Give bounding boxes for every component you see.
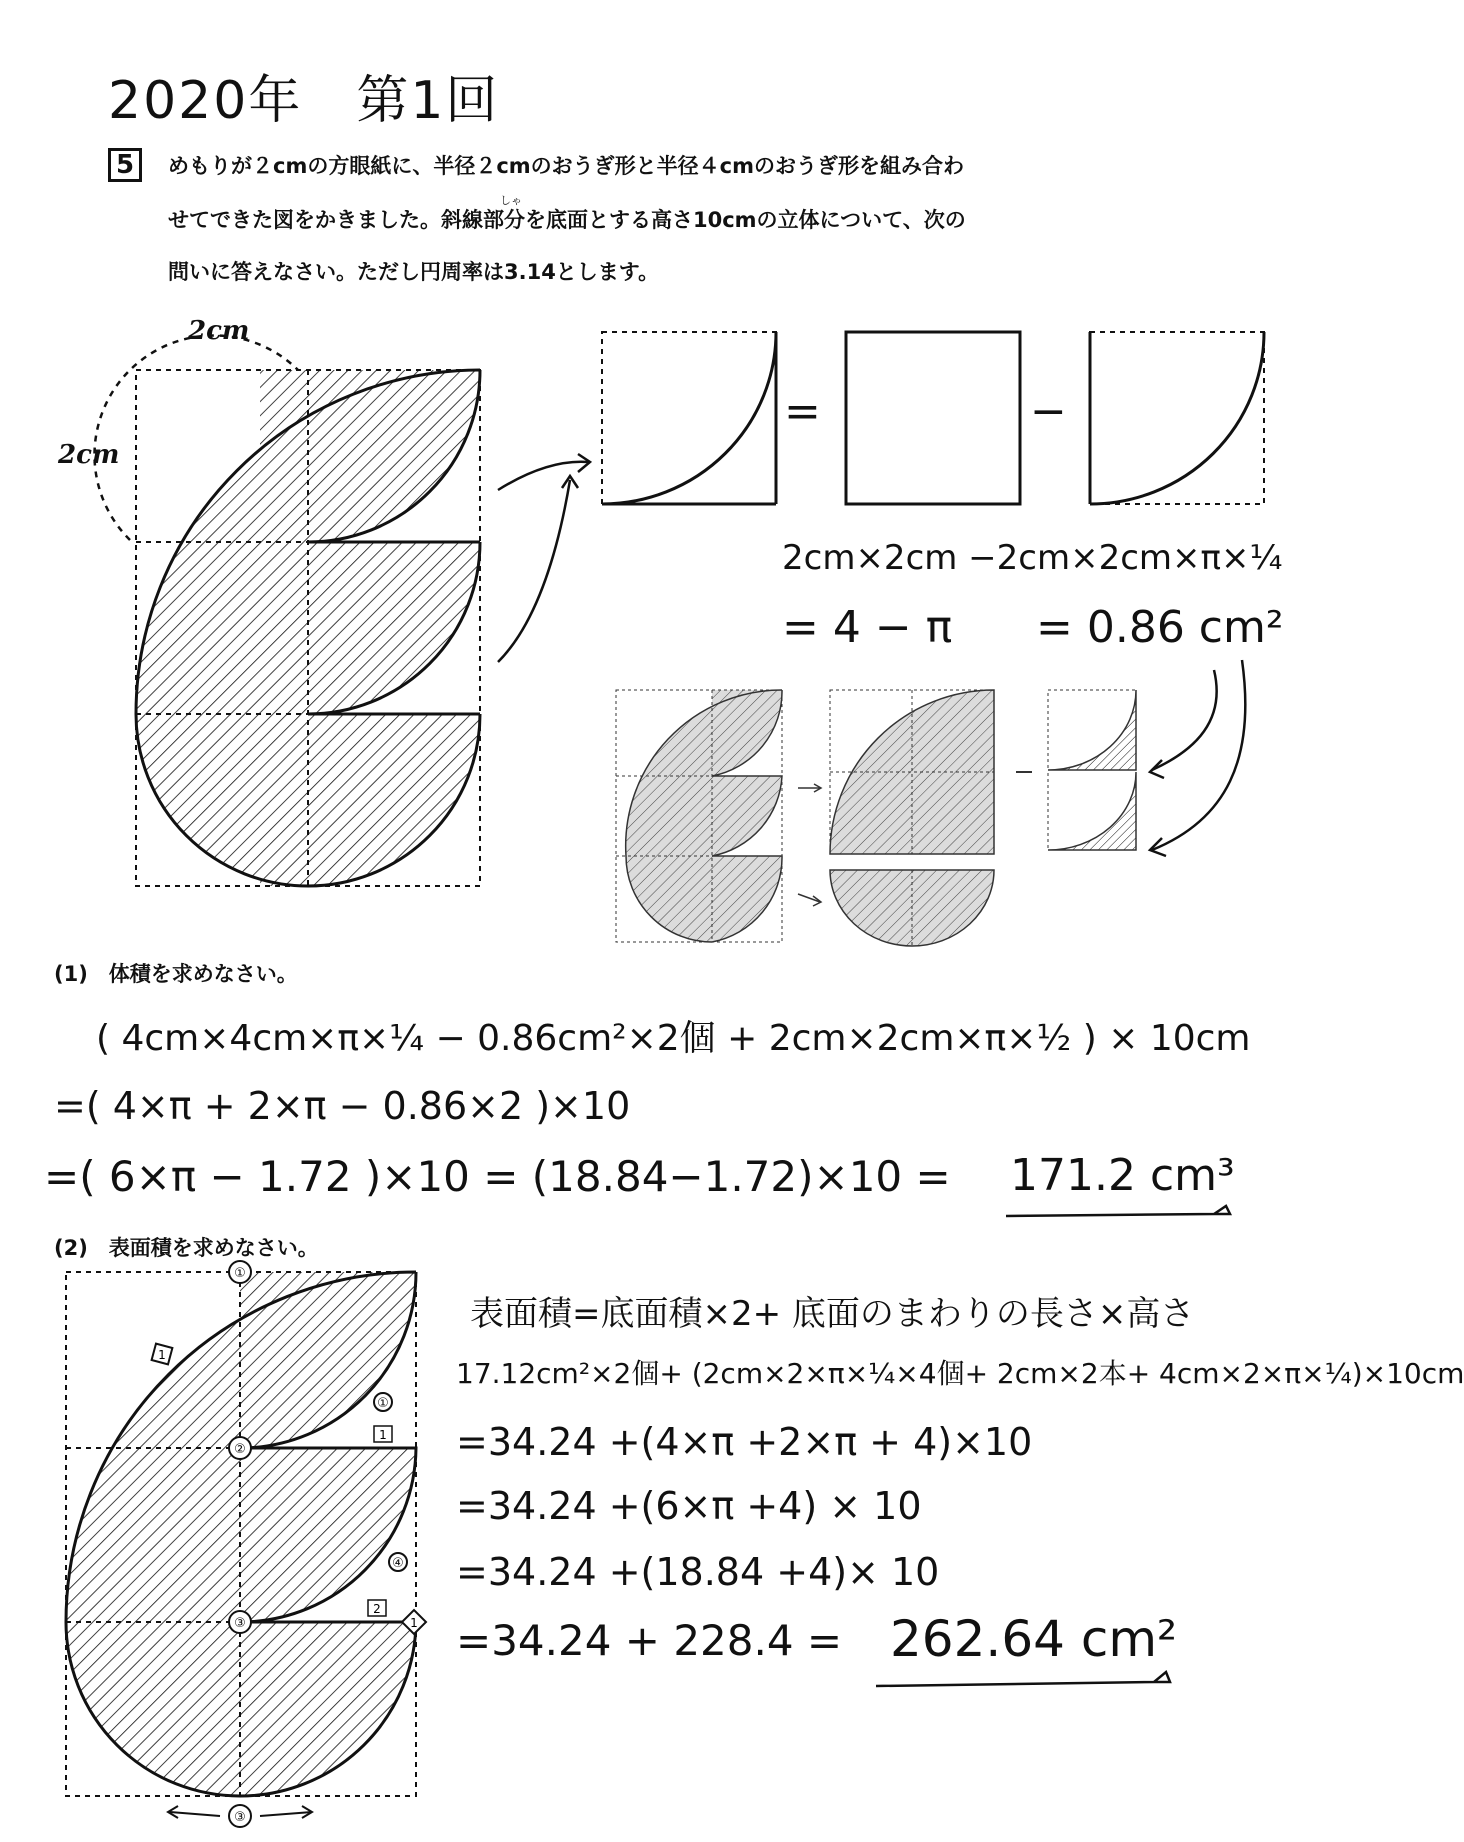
calc-line-2: = 4 − π [782, 602, 953, 653]
figure-main [40, 310, 510, 910]
calc-line-1: 2cm×2cm −2cm×2cm×π×¼ [782, 538, 1283, 578]
label-top-2cm: 2cm [188, 316, 250, 346]
part2-answer-underline [874, 1664, 1174, 1698]
page-title: 2020年 第1回 [108, 71, 500, 131]
question-text-line-1: めもりが２cmの方眼紙に、半径２cmのおうぎ形と半径４cmのおうぎ形を組み合わ [168, 154, 964, 178]
part2-label: (2) 表面積を求めなさい。 [54, 1236, 319, 1260]
part1-answer-underline [1004, 1198, 1234, 1228]
part1-line-3: =( 6×π − 1.72 )×10 = (18.84−1.72)×10 = [44, 1152, 951, 1201]
question-text-line-3: 問いに答えなさい。ただし円周率は3.14とします。 [168, 260, 660, 284]
box-marker-1: 1 [379, 1428, 387, 1442]
minus-sign: − [1030, 386, 1067, 437]
question-text-line-2: せてできた図をかきました。斜線部分を底面とする高さ10cmの立体について、次の [168, 208, 966, 232]
part1-label: (1) 体積を求めなさい。 [54, 962, 298, 986]
part2-line-1: 17.12cm²×2個+ (2cm×2×π×¼×4個+ 2cm×2本+ 4cm×2×π×¼)×10cm [456, 1357, 1464, 1390]
marker-3b: ③ [234, 1810, 246, 1825]
part2-line-2: =34.24 +(4×π +2×π + 4)×10 [456, 1420, 1033, 1464]
marker-2: ② [234, 1442, 246, 1457]
decomposition-diagram [606, 680, 1296, 950]
marker-0: ① [377, 1396, 389, 1411]
part1-line-1: ( 4cm×4cm×π×¼ − 0.86cm²×2個 + 2cm×2cm×π×½ ) × 10cm [96, 1018, 1251, 1059]
marker-4: ④ [392, 1556, 404, 1571]
part2-line-4: =34.24 +(18.84 +4)× 10 [456, 1550, 940, 1594]
marker-1: ① [234, 1266, 246, 1281]
figure-surface [40, 1250, 480, 1842]
question-number: 5 [108, 148, 142, 182]
arrows [490, 440, 600, 670]
box-marker-2: 2 [373, 1602, 381, 1616]
part1-answer: 171.2 cm³ [1010, 1150, 1235, 1201]
ruby-reading: しゃ [500, 194, 522, 207]
marker-3: ③ [234, 1616, 246, 1631]
part2-line-3: =34.24 +(6×π +4) × 10 [456, 1484, 922, 1528]
equals-sign: = [784, 386, 821, 437]
part2-line-5: =34.24 + 228.4 = [456, 1616, 843, 1665]
part1-line-2: =( 4×π + 2×π − 0.86×2 )×10 [54, 1084, 631, 1128]
part2-line-0: 表面積=底面積×2+ 底面のまわりの長さ×高さ [470, 1294, 1195, 1334]
diamond-marker-2: 1 [410, 1616, 418, 1630]
diamond-marker-1: 1 [158, 1348, 166, 1362]
square-equation [596, 326, 1286, 510]
calc-line-3: = 0.86 cm² [1036, 602, 1284, 653]
label-left-2cm: 2cm [58, 440, 120, 470]
part2-answer: 262.64 cm² [890, 1610, 1178, 1668]
